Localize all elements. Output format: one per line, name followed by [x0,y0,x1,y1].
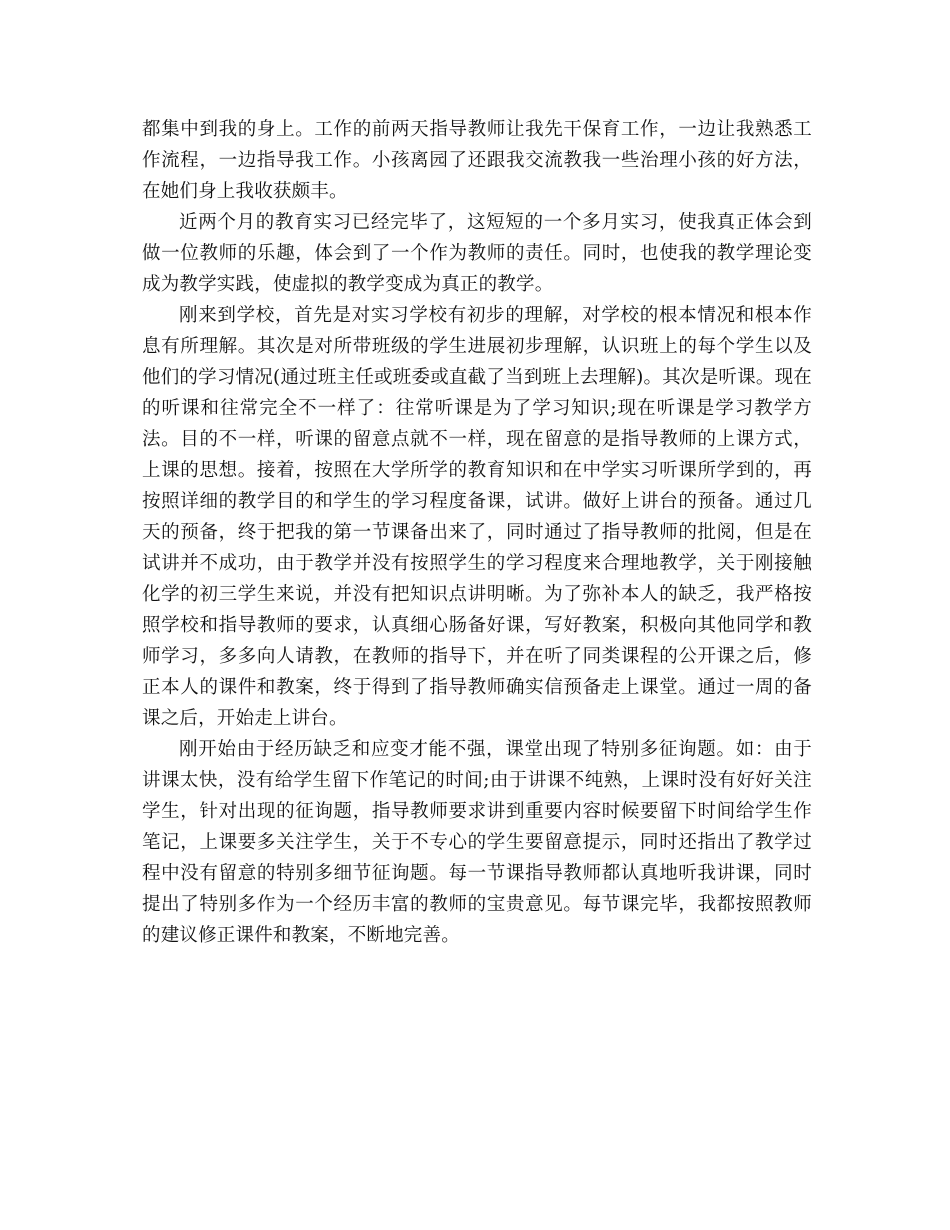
document-body [142,114,812,951]
paragraph-3: 刚来到学校，首先是对实习学校有初步的理解，对学校的根本情况和根本作息有所理解。其次是对所带班级的学生进展初步理解，认识班上的每个学生以及他们的学习情况(通过班主任或班委或直截了当到班上去理解)。其次是听课。现在的听课和往常完全不一样了：往常听课是为了学习知识;现在听课是学习教学方法。目的不一样，听课的留意点就不一样，现在留意的是指导教师的上课方式，上课的思想。接着，按照在大学所学的教育知识和在中学实习听课所学到的，再按照详细的教学目的和学生的学习程度备课，试讲。做好上讲台的预备。通过几天的预备，终于把我的第一节课备出来了，同时通过了指导教师的批阅，但是在试讲并不成功，由于教学并没有按照学生的学习程度来合理地教学，关于刚接触化学的初三学生来说，并没有把知识点讲明晰。为了弥补本人的缺乏，我严格按照学校和指导教师的要求，认真细心肠备好课，写好教案，积极向其他同学和教师学习，多多向人请教，在教师的指导下，并在听了同类课程的公开课之后，修正本人的课件和教案，终于得到了指导教师确实信预备走上课堂。通过一周的备课之后，开始走上讲台。 [142,305,812,729]
paragraph-2: 近两个月的教育实习已经完毕了，这短短的一个多月实习，使我真正体会到做一位教师的乐趣，体会到了一个作为教师的责任。同时，也使我的教学理论变成为教学实践，使虚拟的教学变成为真正的教学。 [142,212,812,295]
paragraph-1: 都集中到我的身上。工作的前两天指导教师让我先干保育工作，一边让我熟悉工作流程，一边指导我工作。小孩离园了还跟我交流教我一些治理小孩的好方法，在她们身上我收获颇丰。 [142,119,812,202]
paragraph-4: 刚开始由于经历缺乏和应变才能不强，课堂出现了特别多征询题。如：由于讲课太快，没有给学生留下作笔记的时间;由于讲课不纯熟，上课时没有好好关注学生，针对出现的征询题，指导教师要求讲到重要内容时候要留下时间给学生作笔记，上课要多关注学生，关于不专心的学生要留意提示，同时还指出了教学过程中没有留意的特别多细节征询题。每一节课指导教师都认真地听我讲课，同时提出了特别多作为一个经历丰富的教师的宝贵意见。每节课完毕，我都按照教师的建议修正课件和教案，不断地完善。 [142,739,812,946]
